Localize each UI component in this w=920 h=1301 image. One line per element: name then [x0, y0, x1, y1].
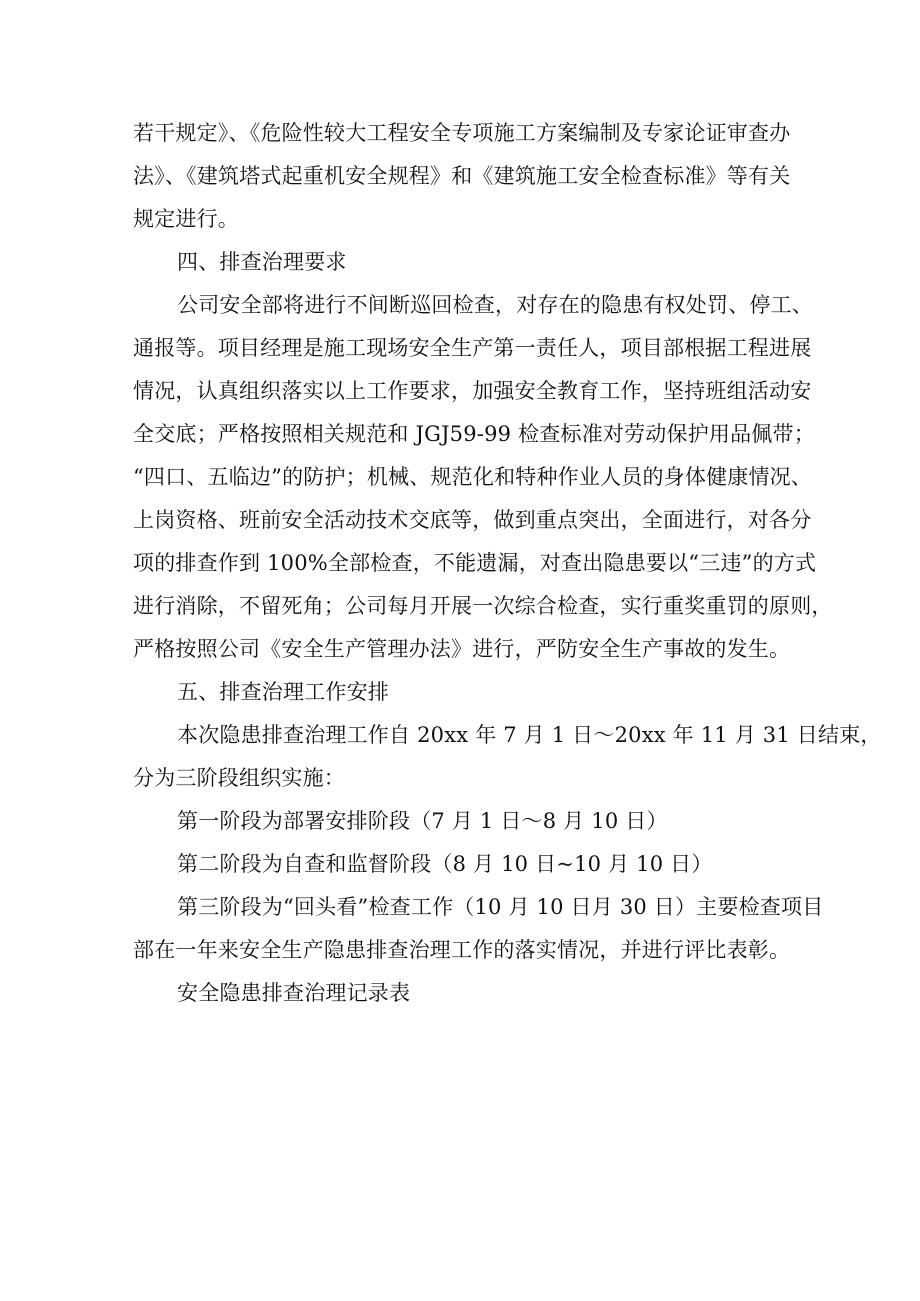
paragraph-line: 进行消除，不留死角；公司每月开展一次综合检查，实行重奖重罚的原则，	[133, 594, 833, 618]
paragraph-line: 通报等。项目经理是施工现场安全生产第一责任人，项目部根据工程进展	[133, 336, 812, 360]
paragraph-line: 规定进行。	[133, 207, 239, 231]
section-heading-5: 五、排查治理工作安排	[177, 680, 389, 704]
paragraph-line: 若干规定》、《危险性较大工程安全专项施工方案编制及专家论证审查办	[133, 121, 791, 145]
stage-2-line: 第二阶段为自查和监督阶段（8 月 10 日~10 月 10 日）	[177, 852, 713, 876]
paragraph-line: 分为三阶段组织实施：	[133, 766, 345, 790]
paragraph-line: 部在一年来安全生产隐患排查治理工作的落实情况，并进行评比表彰。	[133, 938, 791, 962]
paragraph-line: 全交底；严格按照相关规范和 JGJ59-99 检查标准对劳动保护用品佩带；	[133, 422, 815, 446]
paragraph-line: 本次隐患排查治理工作自 20xx 年 7 月 1 日～20xx 年 11 月 31 日结束，	[177, 723, 882, 747]
stage-3-line: 第三阶段为“回头看”检查工作（10 月 10 日月 30 日）主要检查项目	[177, 895, 824, 919]
paragraph-line: 法》、《建筑塔式起重机安全规程》和《建筑施工安全检查标准》等有关	[133, 164, 791, 188]
paragraph-line: “四口、五临边”的防护；机械、规范化和特种作业人员的身体健康情况、	[133, 465, 813, 489]
stage-1-line: 第一阶段为部署安排阶段（7 月 1 日～8 月 10 日）	[177, 809, 668, 833]
paragraph-line: 严格按照公司《安全生产管理办法》进行，严防安全生产事故的发生。	[133, 637, 791, 661]
section-heading-4: 四、排查治理要求	[177, 250, 347, 274]
paragraph-line: 项的排查作到 100%全部检查，不能遗漏，对查出隐患要以“三违”的方式	[133, 551, 817, 575]
paragraph-line: 上岗资格、班前安全活动技术交底等，做到重点突出，全面进行，对各分	[133, 508, 812, 532]
document-body	[133, 112, 882, 1015]
record-table-title: 安全隐患排查治理记录表	[177, 981, 411, 1005]
paragraph-line: 情况，认真组织落实以上工作要求，加强安全教育工作，坚持班组活动安	[133, 379, 812, 403]
paragraph-line: 公司安全部将进行不间断巡回检查，对存在的隐患有权处罚、停工、	[177, 293, 813, 317]
